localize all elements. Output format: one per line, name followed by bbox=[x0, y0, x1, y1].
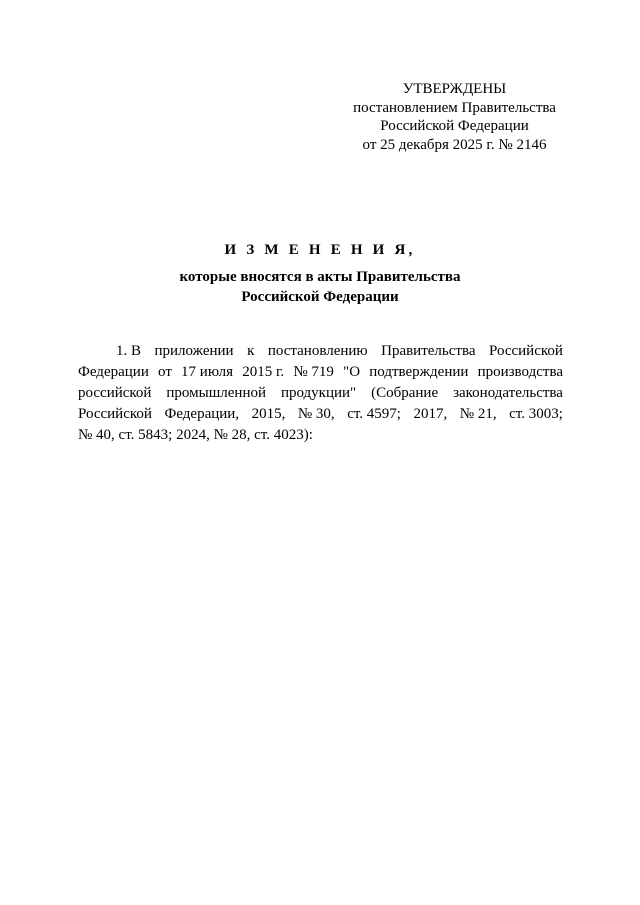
word: к bbox=[247, 343, 255, 359]
word: подтверждении bbox=[369, 364, 469, 380]
subtitle-line: которые вносятся в акты Правительства bbox=[179, 269, 461, 285]
word: Российской bbox=[78, 406, 152, 422]
paragraph-line bbox=[78, 362, 563, 383]
approval-stamp bbox=[332, 80, 577, 154]
document-title: И З М Е Н Е Н И Я, bbox=[224, 242, 416, 258]
word: (Собрание bbox=[371, 385, 439, 401]
subtitle-line: Российской Федерации bbox=[241, 289, 399, 305]
word: 2017, bbox=[413, 406, 448, 422]
word: промышленной bbox=[166, 385, 266, 401]
word: приложении bbox=[154, 343, 234, 359]
word: законодательства bbox=[453, 385, 563, 401]
word: постановлению bbox=[267, 343, 368, 359]
approval-line: УТВЕРЖДЕНЫ bbox=[402, 81, 507, 97]
approval-line: Российской Федерации bbox=[380, 118, 529, 134]
word: 2015 г. bbox=[242, 364, 285, 380]
document-heading bbox=[0, 241, 640, 307]
word: № 21, bbox=[459, 406, 497, 422]
word: производства bbox=[477, 364, 563, 380]
word: Российской bbox=[489, 343, 563, 359]
paragraph-line bbox=[78, 341, 563, 362]
word: продукции" bbox=[280, 385, 357, 401]
approval-line: от 25 декабря 2025 г. № 2146 bbox=[362, 136, 547, 153]
word: российской bbox=[78, 385, 152, 401]
approval-line: постановлением Правительства bbox=[353, 99, 556, 116]
paragraph-line bbox=[78, 425, 563, 446]
document-subtitle bbox=[0, 267, 640, 307]
word: 2015, bbox=[251, 406, 286, 422]
paragraph-line bbox=[78, 383, 563, 404]
word: № 30, bbox=[297, 406, 335, 422]
word: Федерации bbox=[78, 364, 149, 380]
paragraph-1 bbox=[78, 341, 563, 446]
word: № 719 bbox=[293, 364, 334, 380]
word: Федерации, bbox=[164, 406, 240, 422]
word: Правительства bbox=[381, 343, 476, 359]
word: от bbox=[158, 364, 172, 380]
word: № 40, ст. 5843; 2024, № 28, ст. 4023): bbox=[78, 427, 313, 443]
word: ст. 3003; bbox=[509, 406, 563, 422]
word: 1. В bbox=[116, 343, 142, 359]
paragraph-line bbox=[78, 404, 563, 425]
word: ст. 4597; bbox=[347, 406, 401, 422]
word: 17 июля bbox=[181, 364, 234, 380]
word: "О bbox=[343, 364, 361, 380]
